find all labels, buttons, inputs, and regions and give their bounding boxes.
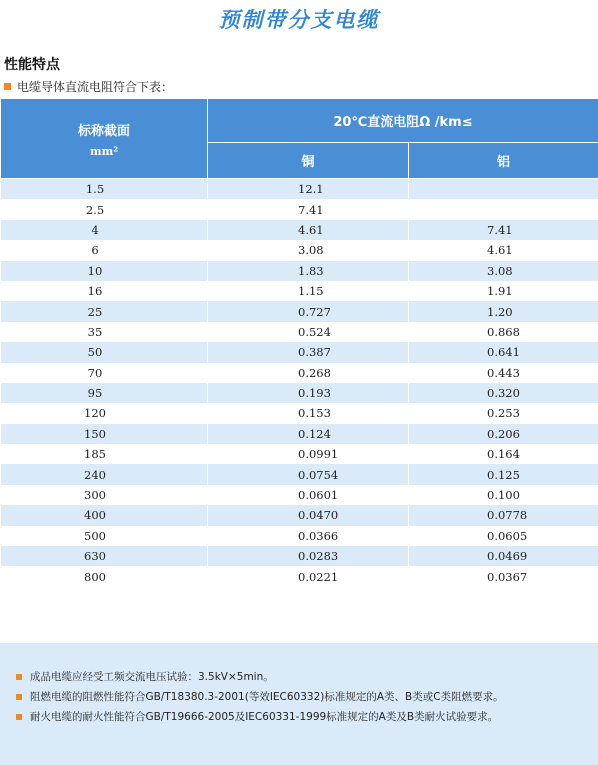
- cell-aluminum: 0.320: [409, 383, 598, 403]
- table-row: [1, 424, 598, 444]
- header-unit: mm²: [89, 144, 119, 158]
- cell-size: 70: [1, 363, 208, 383]
- cell-copper: 0.524: [208, 322, 409, 342]
- notes-panel: [0, 643, 598, 765]
- cell-copper: 0.0991: [208, 444, 409, 464]
- cell-aluminum: 0.125: [409, 464, 598, 484]
- cell-size: 630: [1, 546, 208, 566]
- header-dc-resistance: 20℃直流电阻Ω /km≤: [208, 99, 598, 143]
- cell-aluminum: 0.641: [409, 342, 598, 362]
- section-subtitle: [4, 78, 173, 95]
- header-nominal-section: [1, 99, 208, 179]
- table-row: [1, 342, 598, 362]
- table-row: [1, 526, 598, 546]
- cell-copper: 0.0470: [208, 505, 409, 525]
- table-row: [1, 322, 598, 342]
- cell-copper: 12.1: [208, 179, 409, 200]
- cell-size: 1.5: [1, 179, 208, 200]
- cell-aluminum: 0.0778: [409, 505, 598, 525]
- cell-copper: 0.0283: [208, 546, 409, 566]
- cell-copper: 0.0366: [208, 526, 409, 546]
- cell-aluminum: 0.0469: [409, 546, 598, 566]
- cell-copper: 4.61: [208, 220, 409, 240]
- table-row: [1, 485, 598, 505]
- cell-aluminum: 0.100: [409, 485, 598, 505]
- cell-size: 10: [1, 261, 208, 281]
- table-row: [1, 444, 598, 464]
- cell-size: 800: [1, 566, 208, 586]
- cell-aluminum: 0.253: [409, 403, 598, 423]
- note-item: [16, 669, 274, 684]
- table-row: [1, 179, 598, 200]
- resistance-table-container: [0, 98, 598, 587]
- cell-size: 2.5: [1, 199, 208, 219]
- note-text: 阻燃电缆的阻燃性能符合GB/T18380.3-2001(等效IEC60332)标准规定的A类、B类或C类阻燃要求。: [30, 691, 504, 703]
- header-nominal-section-label: 标称截面: [77, 123, 130, 139]
- bullet-square-icon: [16, 714, 22, 720]
- cell-size: 400: [1, 505, 208, 525]
- note-item: [16, 689, 504, 704]
- table-row: [1, 261, 598, 281]
- cell-size: 35: [1, 322, 208, 342]
- cell-copper: 1.15: [208, 281, 409, 301]
- cell-aluminum: [409, 179, 598, 200]
- cell-copper: 0.124: [208, 424, 409, 444]
- table-row: [1, 403, 598, 423]
- table-row: [1, 546, 598, 566]
- table-row: [1, 301, 598, 321]
- cell-size: 185: [1, 444, 208, 464]
- table-row: [1, 281, 598, 301]
- table-row: [1, 566, 598, 586]
- cell-aluminum: 0.206: [409, 424, 598, 444]
- cell-copper: 0.193: [208, 383, 409, 403]
- cell-aluminum: 0.443: [409, 363, 598, 383]
- cell-aluminum: 7.41: [409, 220, 598, 240]
- cell-size: 240: [1, 464, 208, 484]
- note-text: 成品电缆应经受工频交流电压试验：3.5kV×5min。: [30, 671, 274, 683]
- cell-aluminum: 4.61: [409, 240, 598, 260]
- cell-size: 50: [1, 342, 208, 362]
- cell-aluminum: 1.20: [409, 301, 598, 321]
- table-body: [1, 179, 598, 587]
- header-aluminum: 铝: [409, 143, 598, 179]
- table-row: [1, 505, 598, 525]
- cell-size: 6: [1, 240, 208, 260]
- table-row: [1, 240, 598, 260]
- cell-copper: 0.387: [208, 342, 409, 362]
- cell-copper: 0.0754: [208, 464, 409, 484]
- cell-copper: 0.153: [208, 403, 409, 423]
- table-row: [1, 199, 598, 219]
- cell-size: 25: [1, 301, 208, 321]
- cell-size: 120: [1, 403, 208, 423]
- cell-aluminum: [409, 199, 598, 219]
- cell-copper: 0.268: [208, 363, 409, 383]
- note-text: 耐火电缆的耐火性能符合GB/T19666-2005及IEC60331-1999标准规定的A类及B类耐火试验要求。: [30, 711, 499, 723]
- cell-copper: 1.83: [208, 261, 409, 281]
- cell-aluminum: 0.0605: [409, 526, 598, 546]
- cell-size: 150: [1, 424, 208, 444]
- cell-size: 500: [1, 526, 208, 546]
- cell-aluminum: 0.0367: [409, 566, 598, 586]
- cell-aluminum: 1.91: [409, 281, 598, 301]
- cell-size: 95: [1, 383, 208, 403]
- bullet-square-icon: [16, 674, 22, 680]
- cell-copper: 7.41: [208, 199, 409, 219]
- table-row: [1, 383, 598, 403]
- table-row: [1, 464, 598, 484]
- cell-copper: 0.727: [208, 301, 409, 321]
- section-title: 性能特点: [4, 57, 60, 73]
- bullet-square-icon: [16, 694, 22, 700]
- cell-size: 4: [1, 220, 208, 240]
- section-subtitle-text: 电缆导体直流电阻符合下表：: [17, 80, 174, 94]
- bullet-square-icon: [4, 83, 11, 90]
- cell-copper: 0.0221: [208, 566, 409, 586]
- header-copper: 铜: [208, 143, 409, 179]
- cell-copper: 0.0601: [208, 485, 409, 505]
- page-title: 预制带分支电缆: [218, 8, 380, 32]
- cell-aluminum: 0.868: [409, 322, 598, 342]
- note-item: [16, 709, 498, 724]
- resistance-table: [0, 98, 598, 587]
- cell-aluminum: 0.164: [409, 444, 598, 464]
- cell-copper: 3.08: [208, 240, 409, 260]
- cell-size: 300: [1, 485, 208, 505]
- table-row: [1, 363, 598, 383]
- cell-size: 16: [1, 281, 208, 301]
- table-row: [1, 220, 598, 240]
- cell-aluminum: 3.08: [409, 261, 598, 281]
